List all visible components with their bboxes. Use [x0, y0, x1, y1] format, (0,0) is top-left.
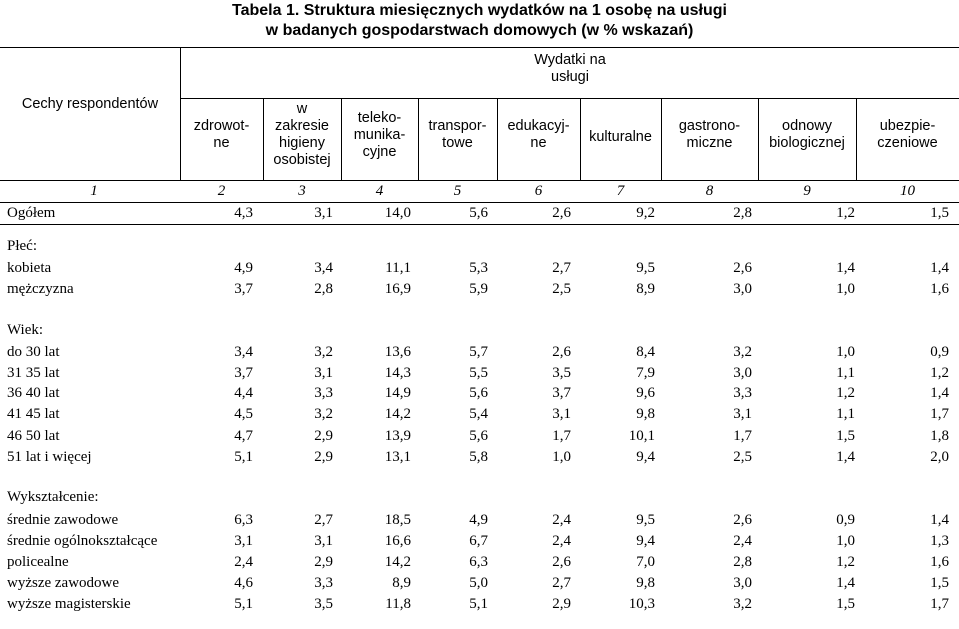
table-cell: 5,1 — [234, 596, 253, 612]
header-cechy: Cechy respondentów — [21, 96, 159, 112]
table-cell: 4,3 — [234, 205, 253, 221]
column-divider-cechy — [180, 47, 181, 180]
section-heading: Wykształcenie: — [7, 489, 99, 505]
table-cell: 2,9 — [314, 428, 333, 444]
table-cell: 2,4 — [552, 533, 571, 549]
table-cell: 2,9 — [314, 449, 333, 465]
column-number: 4 — [375, 183, 384, 199]
table-cell: 2,8 — [733, 554, 752, 570]
column-number: 1 — [90, 183, 98, 199]
table-cell: 1,0 — [552, 449, 571, 465]
table-cell: 13,6 — [384, 344, 411, 360]
table-cell: 3,4 — [234, 344, 253, 360]
column-header: edukacyj- ne — [507, 118, 570, 151]
table-cell: 1,7 — [733, 428, 752, 444]
row-label: wyższe magisterskie — [7, 596, 131, 612]
table-cell: 2,6 — [552, 205, 571, 221]
table-cell: 3,1 — [234, 533, 253, 549]
table-cell: 1,4 — [930, 260, 949, 276]
table-cell: 2,9 — [314, 554, 333, 570]
column-header: w zakresie higieny osobistej — [273, 101, 331, 168]
table-cell: 5,0 — [469, 575, 488, 591]
row-label: 46 50 lat — [7, 428, 60, 444]
table-cell: 3,3 — [314, 575, 333, 591]
table-cell: 3,1 — [314, 365, 333, 381]
table-cell: 1,0 — [836, 281, 855, 297]
table-cell: 11,1 — [385, 260, 411, 276]
table-cell: 3,0 — [733, 365, 752, 381]
table-cell: 9,4 — [636, 449, 655, 465]
header-bottom-border — [0, 180, 959, 181]
table-cell: 14,2 — [384, 406, 411, 422]
table-cell: 1,4 — [836, 575, 855, 591]
table-cell: 3,2 — [314, 406, 333, 422]
row-label: do 30 lat — [7, 344, 60, 360]
column-divider — [263, 98, 264, 180]
section-heading: Wiek: — [7, 322, 44, 338]
row-label: 41 45 lat — [7, 406, 60, 422]
table-cell: 3,1 — [314, 533, 333, 549]
table-cell: 1,5 — [836, 428, 855, 444]
table-cell: 9,5 — [636, 260, 655, 276]
table-cell: 3,0 — [733, 575, 752, 591]
row-label: mężczyzna — [7, 281, 74, 297]
header-top-border — [0, 47, 959, 48]
table-cell: 6,3 — [469, 554, 488, 570]
column-number: 7 — [616, 183, 625, 199]
header-wydatki: Wydatki na usługi — [534, 52, 606, 85]
table-cell: 1,5 — [836, 596, 855, 612]
row-label: 31 35 lat — [7, 365, 60, 381]
column-header: teleko- munika- cyjne — [353, 110, 406, 160]
table-cell: 5,5 — [469, 365, 488, 381]
table-cell: 3,5 — [314, 596, 333, 612]
column-header: kulturalne — [589, 129, 652, 145]
table-cell: 1,7 — [930, 406, 949, 422]
row-label: średnie zawodowe — [7, 512, 119, 528]
table-cell: 0,9 — [930, 344, 949, 360]
table-cell: 4,4 — [234, 385, 253, 401]
table-cell: 1,2 — [836, 205, 855, 221]
table-cell: 1,7 — [552, 428, 571, 444]
table-cell: 2,4 — [733, 533, 752, 549]
column-number: 2 — [217, 183, 226, 199]
table-cell: 1,5 — [930, 575, 949, 591]
table-cell: 1,4 — [930, 385, 949, 401]
table-cell: 14,0 — [384, 205, 411, 221]
table-cell: 1,0 — [836, 344, 855, 360]
column-number: 9 — [803, 183, 811, 199]
table-cell: 9,8 — [636, 575, 655, 591]
table-cell: 6,3 — [234, 512, 253, 528]
table-cell: 9,6 — [636, 385, 655, 401]
table-cell: 10,3 — [628, 596, 655, 612]
table-cell: 2,5 — [733, 449, 752, 465]
table-cell: 4,9 — [234, 260, 253, 276]
table-cell: 1,4 — [930, 512, 949, 528]
table-cell: 5,6 — [469, 205, 488, 221]
table-cell: 5,7 — [469, 344, 488, 360]
table-cell: 3,3 — [314, 385, 333, 401]
table-cell: 1,1 — [836, 406, 855, 422]
table-cell: 6,7 — [469, 533, 488, 549]
table-cell: 1,2 — [836, 554, 855, 570]
table-cell: 3,0 — [733, 281, 752, 297]
table-cell: 13,1 — [384, 449, 411, 465]
wydatki-underline — [180, 98, 959, 99]
table-cell: 9,4 — [636, 533, 655, 549]
row-label: Ogółem — [7, 205, 56, 221]
table-cell: 3,7 — [234, 281, 253, 297]
table-cell: 4,9 — [469, 512, 488, 528]
column-divider — [341, 98, 342, 180]
table-cell: 2,0 — [930, 449, 949, 465]
table-title — [0, 1, 959, 41]
table-cell: 7,0 — [636, 554, 655, 570]
table-cell: 1,2 — [836, 385, 855, 401]
column-number: 10 — [900, 183, 915, 199]
table-cell: 2,6 — [733, 260, 752, 276]
table-cell: 16,6 — [384, 533, 411, 549]
table-cell: 0,9 — [836, 512, 855, 528]
row-label: 36 40 lat — [7, 385, 60, 401]
column-header: ubezpie- czeniowe — [877, 118, 938, 151]
table-cell: 2,4 — [552, 512, 571, 528]
column-divider — [661, 98, 662, 180]
table-cell: 3,1 — [314, 205, 333, 221]
table-cell: 7,9 — [636, 365, 655, 381]
section-heading: Płeć: — [7, 238, 37, 254]
column-header: odnowy biologicznej — [769, 118, 845, 151]
table-cell: 2,7 — [552, 260, 571, 276]
table-cell: 3,3 — [733, 385, 752, 401]
table-cell: 14,2 — [384, 554, 411, 570]
table-cell: 2,6 — [733, 512, 752, 528]
column-number: 3 — [298, 183, 306, 199]
ogolem-bottom-border — [0, 224, 959, 225]
table-cell: 5,8 — [469, 449, 488, 465]
table-cell: 11,8 — [385, 596, 411, 612]
column-number: 6 — [534, 183, 543, 199]
table-cell: 1,4 — [836, 260, 855, 276]
table-cell: 3,1 — [552, 406, 571, 422]
table-cell: 3,5 — [552, 365, 571, 381]
table-cell: 1,7 — [930, 596, 949, 612]
table-cell: 5,1 — [469, 596, 488, 612]
table-cell: 14,3 — [384, 365, 411, 381]
table-cell: 10,1 — [628, 428, 655, 444]
table-cell: 13,9 — [384, 428, 411, 444]
table-cell: 2,7 — [314, 512, 333, 528]
column-number: 8 — [705, 183, 714, 199]
column-divider — [418, 98, 419, 180]
table-cell: 2,5 — [552, 281, 571, 297]
table-cell: 3,2 — [733, 596, 752, 612]
table-cell: 4,6 — [234, 575, 253, 591]
column-number: 5 — [453, 183, 462, 199]
row-label: 51 lat i więcej — [7, 449, 92, 465]
table-cell: 4,5 — [234, 406, 253, 422]
row-label: średnie ogólnokształcące — [7, 533, 158, 549]
table-cell: 16,9 — [384, 281, 411, 297]
table-cell: 1,6 — [930, 554, 949, 570]
column-divider — [856, 98, 857, 180]
table-cell: 2,7 — [552, 575, 571, 591]
table-cell: 3,2 — [314, 344, 333, 360]
table-cell: 5,1 — [234, 449, 253, 465]
table-cell: 8,9 — [636, 281, 655, 297]
table-cell: 3,7 — [552, 385, 571, 401]
table-cell: 1,2 — [930, 365, 949, 381]
table-cell: 1,3 — [930, 533, 949, 549]
row-label: policealne — [7, 554, 69, 570]
table-cell: 2,8 — [733, 205, 752, 221]
row-label: kobieta — [7, 260, 52, 276]
table-cell: 1,0 — [836, 533, 855, 549]
table-cell: 4,7 — [234, 428, 253, 444]
table-cell: 5,4 — [469, 406, 488, 422]
table-cell: 2,8 — [314, 281, 333, 297]
colnum-bottom-border — [0, 202, 959, 203]
table-cell: 2,4 — [234, 554, 253, 570]
table-cell: 1,5 — [930, 205, 949, 221]
column-header: zdrowot- ne — [193, 118, 250, 151]
table-cell: 8,4 — [636, 344, 655, 360]
table-cell: 5,3 — [469, 260, 488, 276]
table-cell: 2,6 — [552, 344, 571, 360]
table-cell: 2,9 — [552, 596, 571, 612]
column-header: transpor- towe — [428, 118, 487, 151]
column-header: gastrono- miczne — [678, 118, 741, 151]
table-cell: 5,9 — [469, 281, 488, 297]
table-cell: 1,4 — [836, 449, 855, 465]
table-cell: 1,1 — [836, 365, 855, 381]
table-cell: 9,8 — [636, 406, 655, 422]
table-cell: 9,5 — [636, 512, 655, 528]
table-cell: 3,1 — [733, 406, 752, 422]
table-cell: 14,9 — [384, 385, 411, 401]
row-label: wyższe zawodowe — [7, 575, 120, 591]
column-divider — [497, 98, 498, 180]
table-cell: 18,5 — [384, 512, 411, 528]
table-cell: 3,7 — [234, 365, 253, 381]
table-cell: 5,6 — [469, 385, 488, 401]
table-cell: 2,6 — [552, 554, 571, 570]
table-cell: 3,4 — [314, 260, 333, 276]
table-cell: 3,2 — [733, 344, 752, 360]
table-title-line1: Tabela 1. Struktura miesięcznych wydatków na 1 osobę na usługi — [232, 2, 727, 19]
table-cell: 1,8 — [930, 428, 949, 444]
table-title-line2: w badanych gospodarstwach domowych (w % wskazań) — [265, 22, 694, 39]
table-cell: 1,6 — [930, 281, 949, 297]
table-cell: 9,2 — [636, 205, 655, 221]
table-cell: 8,9 — [392, 575, 411, 591]
table-cell: 5,6 — [469, 428, 488, 444]
